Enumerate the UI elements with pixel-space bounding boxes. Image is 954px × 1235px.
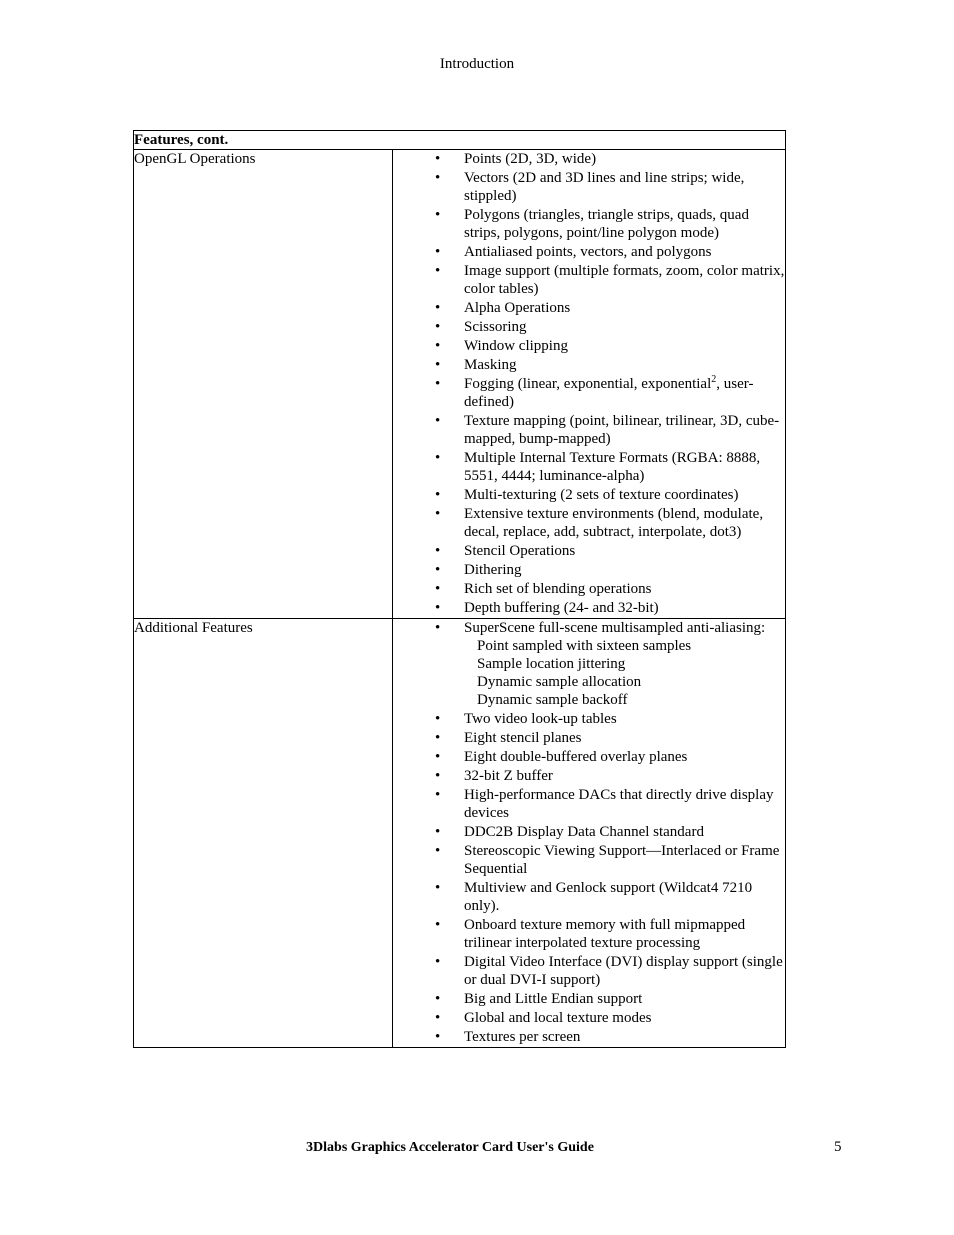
list-item: • Global and local texture modes — [393, 1009, 785, 1027]
list-item: • Eight stencil planes — [393, 729, 785, 747]
sub-item: Sample location jittering — [477, 656, 626, 672]
features-table — [133, 130, 786, 1048]
list-item: • Scissoring — [393, 318, 785, 336]
list-item: • Masking — [393, 356, 785, 374]
list-item: • Image support (multiple formats, zoom, color matrix, color tables) — [393, 262, 785, 298]
list-item: • Multiple Internal Texture Formats (RGBA: 8888, 5551, 4444; luminance-alpha) — [393, 449, 785, 485]
list-item: • Textures per screen — [393, 1028, 785, 1046]
sub-item: Point sampled with sixteen samples — [477, 638, 692, 654]
list-item: • Stereoscopic Viewing Support—Interlaced or Frame Sequential — [393, 842, 785, 878]
list-item: • Alpha Operations — [393, 299, 785, 317]
list-item: • Onboard texture memory with full mipmapped trilinear interpolated texture processing — [393, 916, 785, 952]
list-item-fogging — [393, 375, 785, 411]
list-item: • Dithering — [393, 561, 785, 579]
additional-features-list — [393, 619, 786, 1048]
sub-item: Dynamic sample allocation — [477, 674, 642, 690]
footer-title: 3Dlabs Graphics Accelerator Card User's Guide — [306, 1140, 594, 1155]
list-item: • Window clipping — [393, 337, 785, 355]
superscene-text: SuperScene full-scene multisampled anti-aliasing: — [464, 620, 766, 636]
fogging-text-rest: , user-defined) — [464, 376, 754, 410]
list-item: • Multiview and Genlock support (Wildcat4 7210 only). — [393, 879, 785, 915]
page-number: 5 — [834, 1139, 842, 1155]
list-item: • Multi-texturing (2 sets of texture coordinates) — [393, 486, 785, 504]
table-caption: Features, cont. — [134, 131, 786, 150]
table-row — [134, 150, 786, 619]
superscript-exponent: 2 — [711, 374, 717, 385]
list-item: • High-performance DACs that directly drive display devices — [393, 786, 785, 822]
list-item: • DDC2B Display Data Channel standard — [393, 823, 785, 841]
list-item: • Eight double-buffered overlay planes — [393, 748, 785, 766]
table-row — [134, 619, 786, 1048]
sub-item: Dynamic sample backoff — [477, 692, 628, 708]
list-item: • Vectors (2D and 3D lines and line strips; wide, stippled) — [393, 169, 785, 205]
list-item: • Antialiased points, vectors, and polygons — [393, 243, 785, 261]
list-item: • 32-bit Z buffer — [393, 767, 785, 785]
list-item: • Texture mapping (point, bilinear, trilinear, 3D, cube-mapped, bump-mapped) — [393, 412, 785, 448]
opengl-features-list — [393, 150, 786, 619]
list-item-superscene — [393, 619, 785, 709]
list-item: • Two video look-up tables — [393, 710, 785, 728]
list-item: • Rich set of blending operations — [393, 580, 785, 598]
list-item: • Extensive texture environments (blend, modulate, decal, replace, add, subtract, interpolate, dot3) — [393, 505, 785, 541]
fogging-text: Fogging (linear, exponential, exponential — [464, 376, 712, 392]
list-item: • Big and Little Endian support — [393, 990, 785, 1008]
row-label-opengl: OpenGL Operations — [134, 150, 393, 619]
list-item: • Polygons (triangles, triangle strips, quads, quad strips, polygons, point/line polygon mode) — [393, 206, 785, 242]
list-item: • Stencil Operations — [393, 542, 785, 560]
list-item: • Depth buffering (24- and 32-bit) — [393, 599, 785, 617]
list-item: • Points (2D, 3D, wide) — [393, 150, 785, 168]
row-label-additional: Additional Features — [134, 619, 393, 1048]
list-item: • Digital Video Interface (DVI) display support (single or dual DVI-I support) — [393, 953, 785, 989]
page-header: Introduction — [439, 56, 515, 72]
